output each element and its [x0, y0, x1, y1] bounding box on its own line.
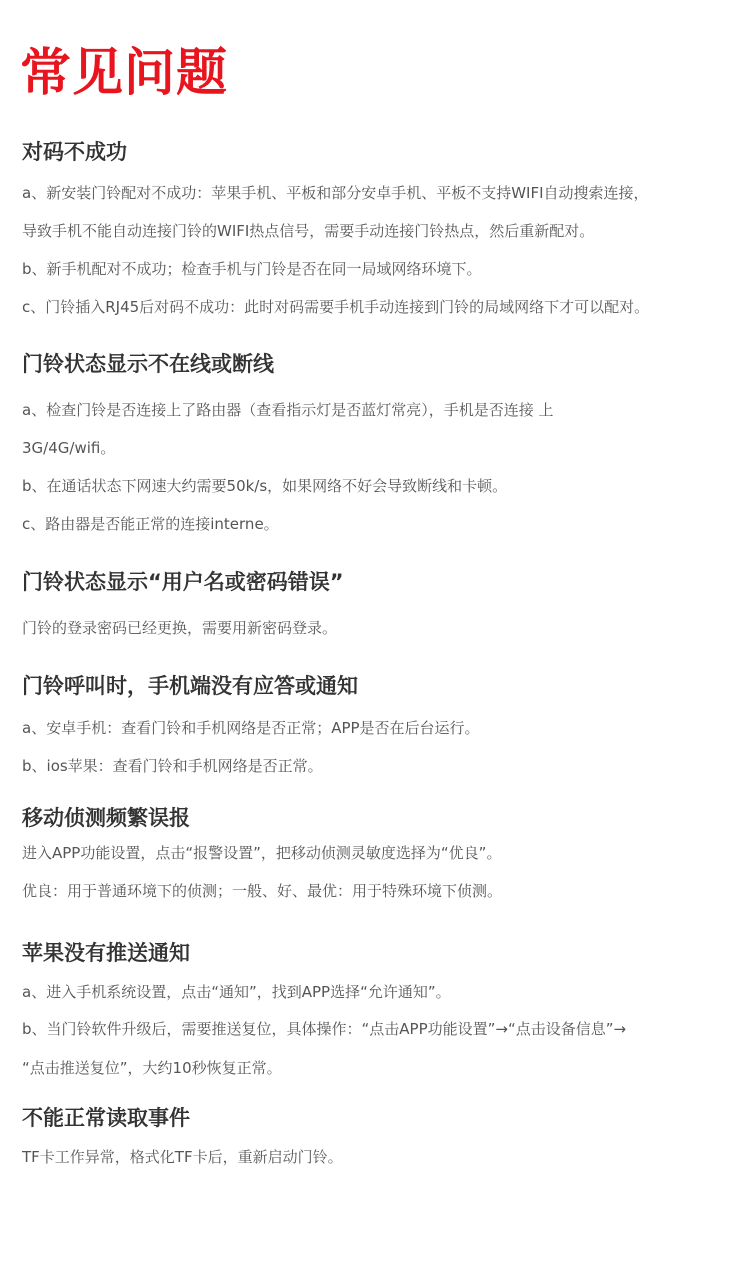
section-line: b、在通话状态下网速大约需要50k/s，如果网络不好会导致断线和卡顿。 — [22, 477, 508, 495]
section-line: 3G/4G/wifi。 — [22, 439, 116, 457]
section-heading-motion-false-alarm: 移动侦测频繁误报 — [22, 806, 190, 830]
section-line: 导致手机不能自动连接门铃的WIFI热点信号，需要手动连接门铃热点，然后重新配对。 — [22, 222, 595, 240]
section-line: c、门铃插入RJ45后对码不成功：此时对码需要手机手动连接到门铃的局域网络下才可以配对。 — [22, 298, 650, 316]
section-line: TF卡工作异常，格式化TF卡后，重新启动门铃。 — [22, 1148, 343, 1166]
section-line: a、检查门铃是否连接上了路由器（查看指示灯是否蓝灯常亮），手机是否连接 上 — [22, 401, 554, 419]
section-line: b、ios苹果：查看门铃和手机网络是否正常。 — [22, 757, 323, 775]
section-line: 优良：用于普通环境下的侦测；一般、好、最优：用于特殊环境下侦测。 — [22, 882, 503, 900]
section-line: b、当门铃软件升级后，需要推送复位，具体操作：“点击APP功能设置”→“点击设备信息”→ — [22, 1020, 627, 1038]
section-heading-wrong-password: 门铃状态显示“用户名或密码错误” — [22, 570, 344, 594]
section-line: c、路由器是否能正常的连接interne。 — [22, 515, 279, 533]
page-title: 常见问题 — [20, 44, 229, 103]
section-line: “点击推送复位”，大约10秒恢复正常。 — [22, 1059, 282, 1077]
section-heading-event-read-failed: 不能正常读取事件 — [22, 1106, 190, 1130]
section-line: 进入APP功能设置，点击“报警设置”，把移动侦测灵敏度选择为“优良”。 — [22, 844, 502, 862]
section-line: a、新安装门铃配对不成功：苹果手机、平板和部分安卓手机、平板不支持WIFI自动搜索连接， — [22, 184, 649, 202]
section-line: b、新手机配对不成功；检查手机与门铃是否在同一局域网络环境下。 — [22, 260, 482, 278]
section-line: a、安卓手机：查看门铃和手机网络是否正常；APP是否在后台运行。 — [22, 719, 480, 737]
section-line: 门铃的登录密码已经更换，需要用新密码登录。 — [22, 619, 338, 637]
section-heading-apple-push: 苹果没有推送通知 — [22, 941, 190, 965]
section-heading-pairing-failed: 对码不成功 — [22, 140, 127, 164]
section-heading-no-notification-on-call: 门铃呼叫时，手机端没有应答或通知 — [22, 674, 358, 698]
section-line: a、进入手机系统设置，点击“通知”，找到APP选择“允许通知”。 — [22, 983, 451, 1001]
section-heading-offline: 门铃状态显示不在线或断线 — [22, 352, 274, 376]
